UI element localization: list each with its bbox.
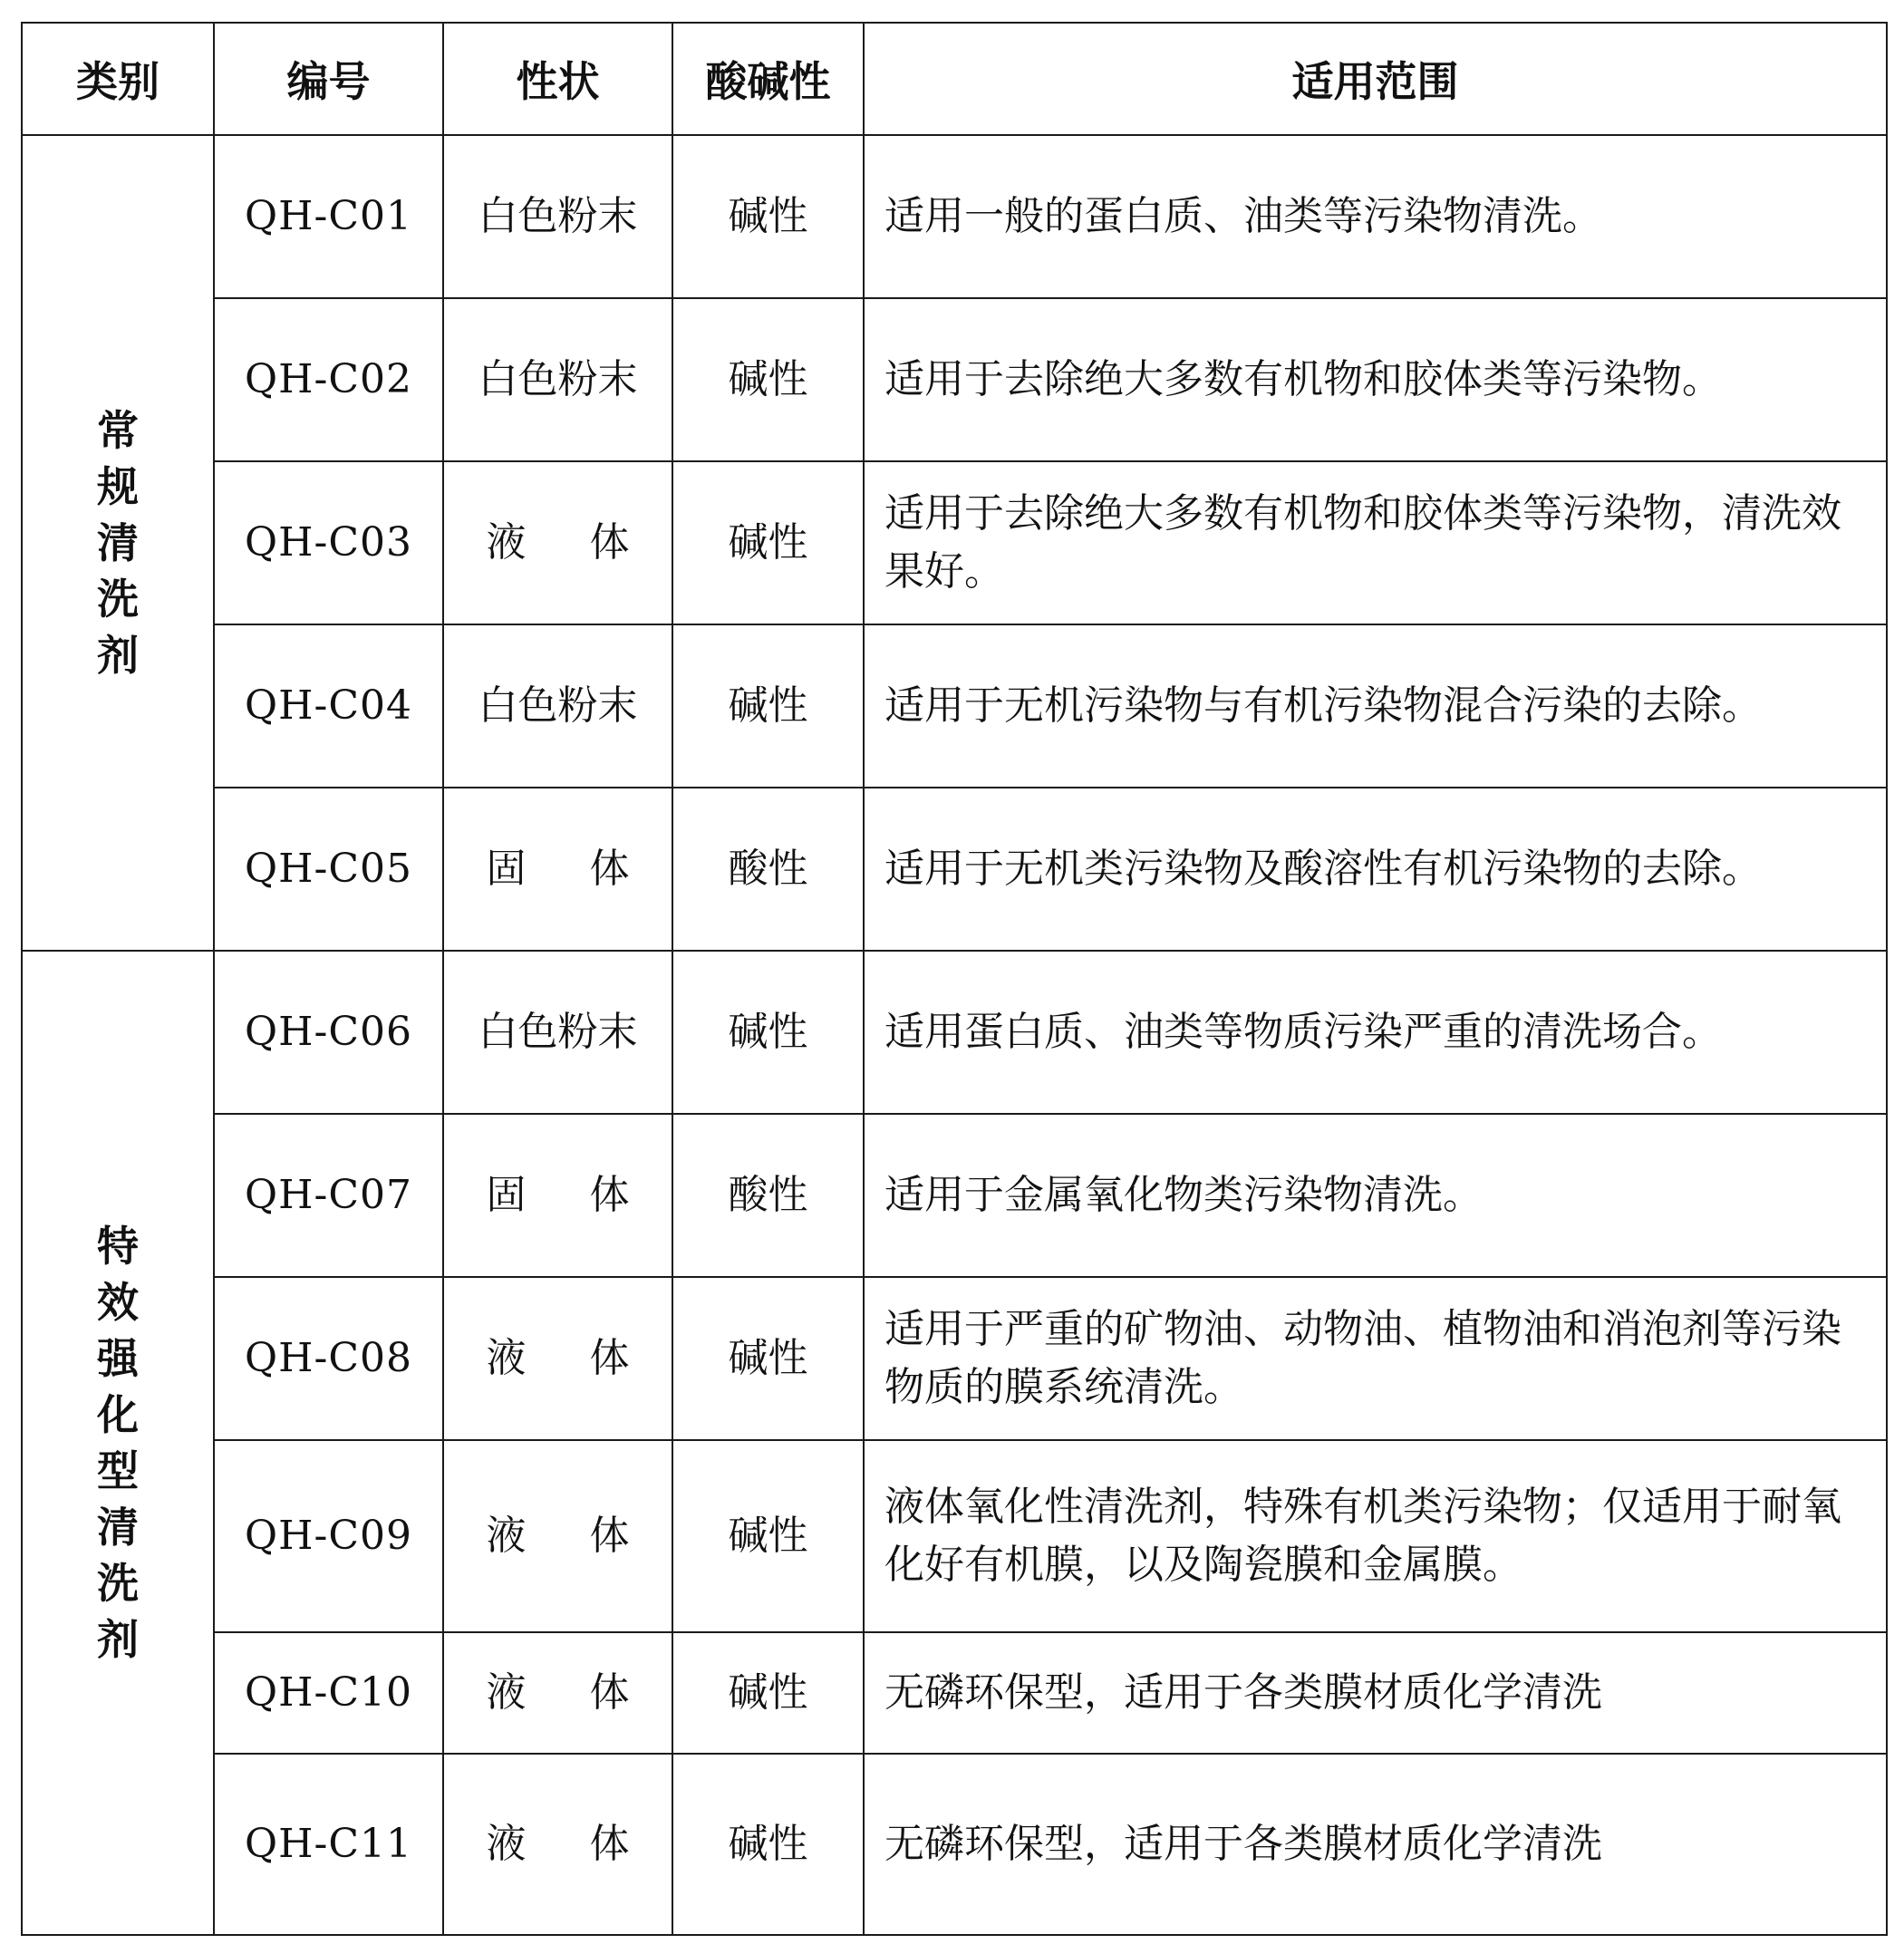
- form-cell: [443, 788, 672, 951]
- form-cell: [443, 1277, 672, 1440]
- scope-cell: 液体氧化性清洗剂，特殊有机类污染物；仅适用于耐氧化好有机膜，以及陶瓷膜和金属膜。: [864, 1440, 1887, 1632]
- form-cell: [443, 951, 672, 1114]
- form-text: 体: [589, 1513, 630, 1559]
- scope-cell: 适用于严重的矿物油、动物油、植物油和消泡剂等污染物质的膜系统清洗。: [864, 1277, 1887, 1440]
- ph-cell: 碱性: [672, 624, 864, 788]
- form-text: 体: [589, 1172, 630, 1218]
- table-row: [22, 951, 1887, 1114]
- table-row: [22, 1114, 1887, 1277]
- header-row: [22, 23, 1887, 135]
- form-text: 体: [589, 1821, 630, 1867]
- form-cell: [443, 461, 672, 624]
- category-cell: [22, 135, 214, 951]
- header-category: 类别: [22, 23, 214, 135]
- form-text: 液: [486, 1335, 527, 1381]
- form-text: 白色粉末: [478, 682, 638, 729]
- ph-cell: 碱性: [672, 1440, 864, 1632]
- form-cell: [443, 135, 672, 298]
- ph-cell: 碱性: [672, 461, 864, 624]
- category-label: 特效强化型清洗剂: [97, 1221, 139, 1664]
- table-row: [22, 1277, 1887, 1440]
- form-text: 固: [486, 846, 527, 892]
- category-label: 常规清洗剂: [97, 405, 139, 680]
- ph-cell: 碱性: [672, 951, 864, 1114]
- table-row: [22, 1440, 1887, 1632]
- category-cell: [22, 951, 214, 1935]
- code-cell: QH-C07: [214, 1114, 443, 1277]
- ph-cell: 碱性: [672, 298, 864, 461]
- scope-cell: 适用于金属氧化物类污染物清洗。: [864, 1114, 1887, 1277]
- ph-cell: 碱性: [672, 1277, 864, 1440]
- form-text: 液: [486, 1669, 527, 1716]
- ph-cell: 酸性: [672, 788, 864, 951]
- scope-cell: 适用蛋白质、油类等物质污染严重的清洗场合。: [864, 951, 1887, 1114]
- ph-cell: 碱性: [672, 1754, 864, 1935]
- form-cell: [443, 1114, 672, 1277]
- table-row: [22, 298, 1887, 461]
- table-row: [22, 1754, 1887, 1935]
- scope-cell: 适用于去除绝大多数有机物和胶体类等污染物，清洗效果好。: [864, 461, 1887, 624]
- scope-cell: 适用于无机污染物与有机污染物混合污染的去除。: [864, 624, 1887, 788]
- form-cell: [443, 298, 672, 461]
- scope-cell: 无磷环保型，适用于各类膜材质化学清洗: [864, 1754, 1887, 1935]
- header-ph: 酸碱性: [672, 23, 864, 135]
- scope-cell: 无磷环保型，适用于各类膜材质化学清洗: [864, 1632, 1887, 1754]
- header-code: 编号: [214, 23, 443, 135]
- code-cell: QH-C08: [214, 1277, 443, 1440]
- scope-cell: 适用一般的蛋白质、油类等污染物清洗。: [864, 135, 1887, 298]
- form-cell: [443, 1754, 672, 1935]
- table-row: [22, 788, 1887, 951]
- table-row: [22, 135, 1887, 298]
- table-row: [22, 461, 1887, 624]
- code-cell: QH-C05: [214, 788, 443, 951]
- form-text: 固: [486, 1172, 527, 1218]
- form-text: 液: [486, 1513, 527, 1559]
- form-cell: [443, 1440, 672, 1632]
- code-cell: QH-C03: [214, 461, 443, 624]
- code-cell: QH-C11: [214, 1754, 443, 1935]
- form-text: 体: [589, 846, 630, 892]
- ph-cell: 酸性: [672, 1114, 864, 1277]
- scope-cell: 适用于去除绝大多数有机物和胶体类等污染物。: [864, 298, 1887, 461]
- header-form: 性状: [443, 23, 672, 135]
- form-text: 白色粉末: [478, 193, 638, 239]
- header-scope: 适用范围: [864, 23, 1887, 135]
- code-cell: QH-C09: [214, 1440, 443, 1632]
- form-text: 体: [589, 1669, 630, 1716]
- ph-cell: 碱性: [672, 1632, 864, 1754]
- scope-cell: 适用于无机类污染物及酸溶性有机污染物的去除。: [864, 788, 1887, 951]
- code-cell: QH-C01: [214, 135, 443, 298]
- table-row: [22, 624, 1887, 788]
- ph-cell: 碱性: [672, 135, 864, 298]
- form-text: 体: [589, 1335, 630, 1381]
- form-cell: [443, 1632, 672, 1754]
- table-row: [22, 1632, 1887, 1754]
- table-body: [22, 135, 1887, 1935]
- form-cell: [443, 624, 672, 788]
- code-cell: QH-C10: [214, 1632, 443, 1754]
- form-text: 白色粉末: [478, 1009, 638, 1055]
- form-text: 液: [486, 519, 527, 566]
- form-text: 液: [486, 1821, 527, 1867]
- form-text: 白色粉末: [478, 356, 638, 402]
- form-text: 体: [589, 519, 630, 566]
- code-cell: QH-C06: [214, 951, 443, 1114]
- code-cell: QH-C04: [214, 624, 443, 788]
- cleaning-agent-table: [21, 22, 1888, 1936]
- code-cell: QH-C02: [214, 298, 443, 461]
